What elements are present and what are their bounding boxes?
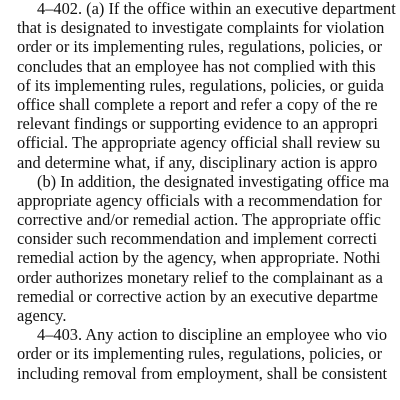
text-line: 4–403. Any action to discipline an employee who vio	[37, 325, 388, 345]
text-line: and determine what, if any, disciplinary action is appro	[17, 152, 378, 172]
text-line: agency.	[17, 306, 67, 325]
text-line: concludes that an employee has not complied with this	[17, 56, 376, 76]
text-line: remedial action by the agency, when appropriate. Nothi	[17, 248, 381, 268]
text-line: including removal from employment, shall be consistent	[17, 363, 388, 383]
text-line: that is designated to investigate complaints for violation	[17, 18, 385, 38]
text-line: (b) In addition, the designated investigating office ma	[37, 171, 389, 191]
text-line: remedial or corrective action by an executive departme	[17, 286, 378, 306]
text-line: order or its implementing rules, regulations, policies, or	[17, 37, 383, 57]
text-line: appropriate agency officials with a recommendation for	[17, 190, 382, 210]
text-line: order or its implementing rules, regulations, policies, or	[17, 344, 383, 364]
text-line: order authorizes monetary relief to the complainant as a	[17, 267, 383, 287]
text-line: 4–402. (a) If the office within an executive department	[37, 0, 396, 18]
document-body-text	[17, 0, 400, 383]
text-line: office shall complete a report and refer a copy of the re	[17, 94, 378, 114]
text-line: of its implementing rules, regulations, policies, or guida	[17, 75, 384, 95]
text-line: corrective and/or remedial action. The appropriate offic	[17, 210, 381, 230]
text-line: consider such recommendation and implement correcti	[17, 229, 378, 249]
text-line: relevant findings or supporting evidence to an appropri	[17, 114, 378, 134]
text-line: official. The appropriate agency official shall review su	[17, 133, 381, 153]
